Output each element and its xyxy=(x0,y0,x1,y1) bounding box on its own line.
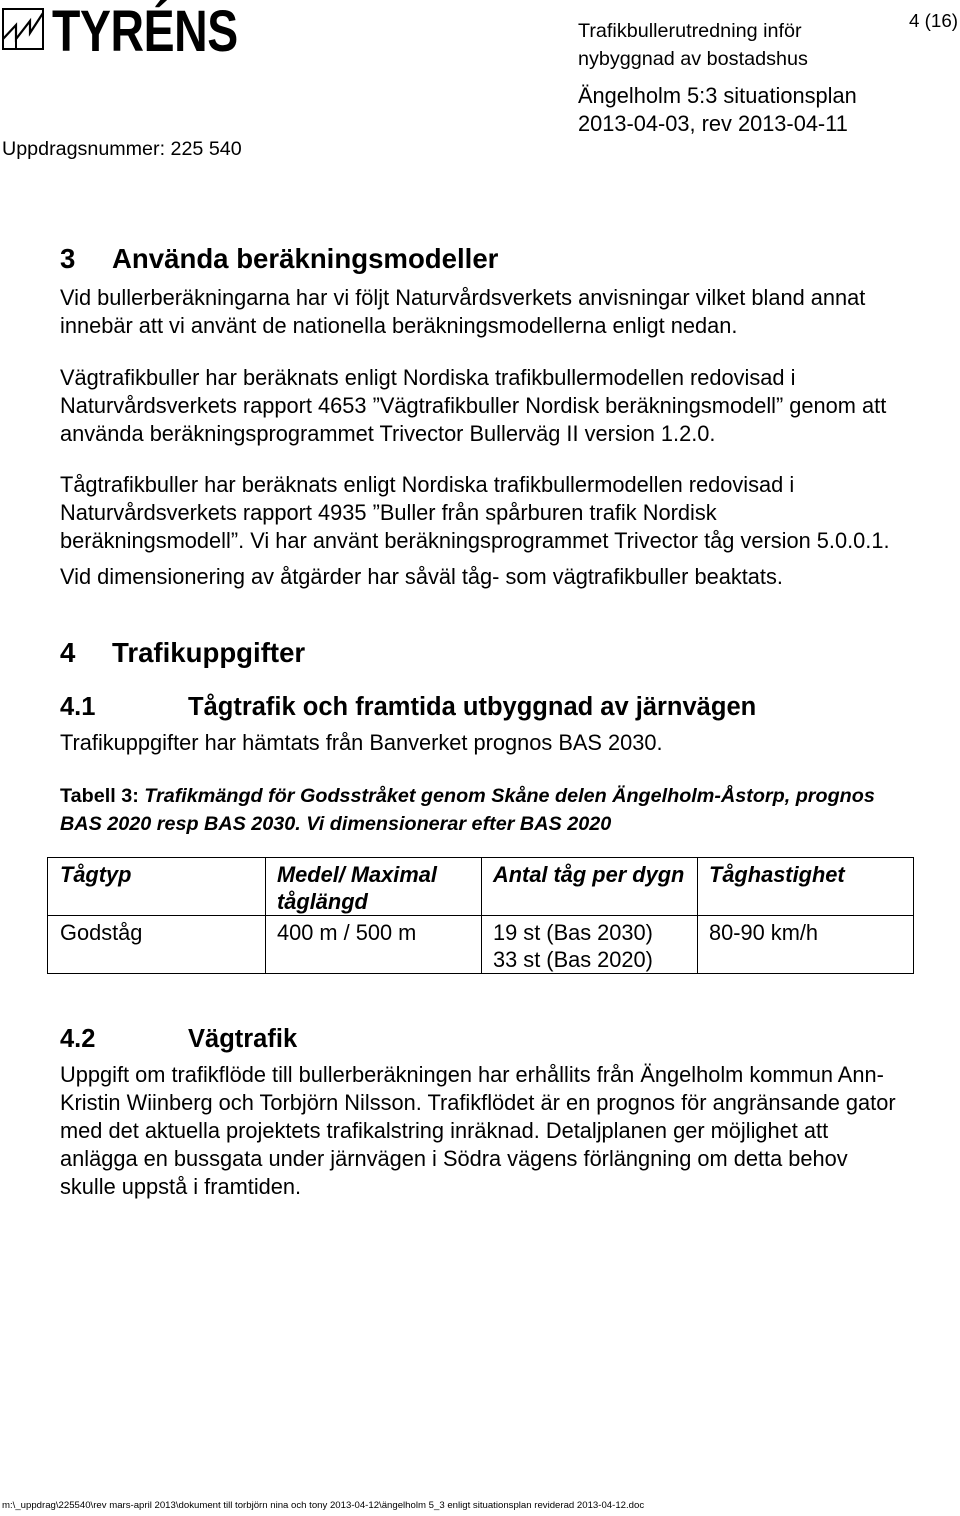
section-title: Använda beräkningsmodeller xyxy=(112,243,499,274)
paragraph-line: Uppgift om trafikflöde till bullerberäkningen har erhållits från Ängelholm kommun Ann- xyxy=(60,1062,884,1087)
paragraph-line: med det aktuella projektets trafikalstring inräknad. Detaljplanen ger möjlighet att xyxy=(60,1118,829,1143)
report-project: Ängelholm 5:3 situationsplan xyxy=(578,83,857,108)
subsection-number: 4.1 xyxy=(60,693,96,721)
cell-line: 19 st (Bas 2030) xyxy=(493,920,653,945)
paragraph-line: beräkningsmodell”. Vi har använt beräkningsprogrammet Trivector tåg version 5.0.0.1. xyxy=(60,528,890,553)
paragraph-guidelines xyxy=(60,284,865,340)
cell-trains-per-day xyxy=(482,916,698,974)
caption-text: Trafikmängd för Godsstråket genom Skåne delen Ängelholm-Åstorp, prognos xyxy=(144,785,875,807)
section-4-1-heading xyxy=(60,691,756,723)
section-4-heading xyxy=(60,636,305,670)
paragraph-rail-noise xyxy=(60,471,890,555)
report-title-line-2: nybyggnad av bostadshus xyxy=(578,48,808,70)
report-project-block xyxy=(578,82,857,138)
section-title: Trafikuppgifter xyxy=(112,637,306,668)
caption-line xyxy=(60,782,875,810)
table-row xyxy=(48,916,914,974)
subsection-number: 4.2 xyxy=(60,1025,96,1053)
train-traffic-table xyxy=(47,857,914,974)
paragraph-line: Tågtrafikbuller har beräknats enligt Nordiska trafikbullermodellen redovisad i xyxy=(60,472,795,497)
column-header-train-type: Tågtyp xyxy=(48,858,266,916)
page-number: 4 (16) xyxy=(909,10,959,31)
paragraph-line: använda beräkningsprogrammet Trivector Bullerväg II version 1.2.0. xyxy=(60,421,716,446)
table-caption xyxy=(60,782,875,838)
table-header-row xyxy=(48,858,914,916)
column-header-trains-per-day: Antal tåg per dygn xyxy=(482,858,698,916)
paragraph-line: Vid bullerberäkningarna har vi följt Naturvårdsverkets anvisningar vilket bland annat xyxy=(60,285,866,310)
paragraph-line: innebär att vi använt de nationella beräkningsmodellerna enligt nedan. xyxy=(60,313,738,338)
assignment-number: Uppdragsnummer: 225 540 xyxy=(2,138,242,160)
paragraph-line: Vägtrafikbuller har beräknats enligt Nordiska trafikbullermodellen redovisad i xyxy=(60,365,796,390)
section-4-2-heading xyxy=(60,1023,297,1055)
paragraph-line: skulle uppstå i framtiden. xyxy=(60,1174,302,1199)
paragraph-line: Vid dimensionering av åtgärder har såväl tåg- som vägtrafikbuller beaktats. xyxy=(60,564,783,589)
paragraph-road-noise xyxy=(60,364,886,448)
paragraph-road-traffic xyxy=(60,1061,896,1201)
cell-line: 33 st (Bas 2020) xyxy=(493,947,653,972)
column-header-train-speed: Tåghastighet xyxy=(698,858,914,916)
report-title-line-1: Trafikbullerutredning inför xyxy=(578,20,802,42)
section-3-heading xyxy=(60,242,498,276)
paragraph-traffic-source xyxy=(60,729,663,757)
paragraph-line: anlägga en bussgata under järnvägen i Södra vägens förlängning om detta behov xyxy=(60,1146,848,1171)
caption-line xyxy=(60,810,875,838)
report-header-block xyxy=(578,17,808,73)
cell-train-length: 400 m / 500 m xyxy=(266,916,482,974)
tyrens-logo-icon xyxy=(2,8,44,50)
subsection-title: Tågtrafik och framtida utbyggnad av järnvägen xyxy=(188,693,757,721)
paragraph-line: Naturvårdsverkets rapport 4653 ”Vägtrafikbuller Nordisk beräkningsmodell” genom att xyxy=(60,393,887,418)
column-header-train-length: Medel/ Maximal tåglängd xyxy=(266,858,482,916)
caption-label: Tabell 3: xyxy=(60,785,139,807)
report-date: 2013-04-03, rev 2013-04-11 xyxy=(578,111,848,136)
caption-text: BAS 2020 resp BAS 2030. Vi dimensionerar efter BAS 2020 xyxy=(60,813,612,835)
paragraph-dimensioning xyxy=(60,563,783,591)
section-number: 4 xyxy=(60,637,76,668)
footer-file-path: m:\_uppdrag\225540\rev mars-april 2013\dokument till torbjörn nina och tony 2013-04-12\ängelholm 5_3 enligt situationsplan reviderad 2013-04-12.doc xyxy=(2,1500,645,1511)
subsection-title: Vägtrafik xyxy=(188,1025,298,1053)
section-number: 3 xyxy=(60,243,76,274)
paragraph-line: Kristin Wiinberg och Torbjörn Nilsson. Trafikflödet är en prognos för angränsande gator xyxy=(60,1090,896,1115)
paragraph-line: Naturvårdsverkets rapport 4935 ”Buller från spårburen trafik Nordisk xyxy=(60,500,717,525)
paragraph-line: Trafikuppgifter har hämtats från Banverket prognos BAS 2030. xyxy=(60,730,663,755)
company-logo-text: TYRÉNS xyxy=(52,0,238,64)
cell-train-speed: 80-90 km/h xyxy=(698,916,914,974)
cell-train-type: Godståg xyxy=(48,916,266,974)
